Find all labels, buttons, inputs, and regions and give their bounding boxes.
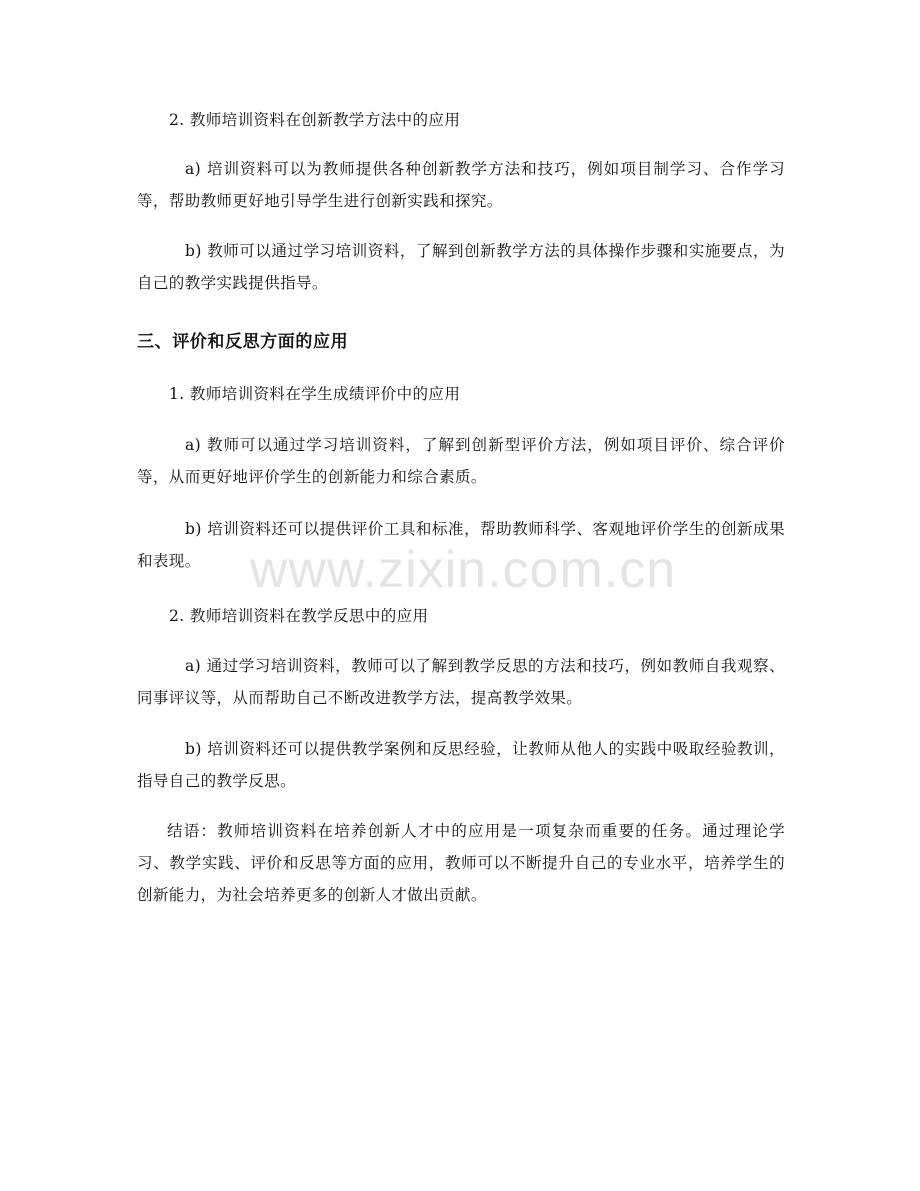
conclusion-paragraph: 结语：教师培训资料在培养创新人才中的应用是一项复杂而重要的任务。通过理论学习、教学实践、评价和反思等方面的应用，教师可以不断提升自己的专业水平，培养学生的创新能力，为社会培养更多的创新人才做出贡献。	[137, 822, 785, 904]
paragraph-reflection-b: b) 培训资料还可以提供教学案例和反思经验，让教师从他人的实践中吸取经验教训，指导自己的教学反思。	[137, 740, 785, 790]
paragraph-methods-b: b) 教师可以通过学习培训资料，了解到创新教学方法的具体操作步骤和实施要点，为自己的教学实践提供指导。	[137, 242, 785, 292]
paragraph-evaluation-b: b) 培训资料还可以提供评价工具和标准，帮助教师科学、客观地评价学生的创新成果和表现。	[137, 520, 785, 570]
watermark-text: www.zixin.com.cn	[249, 541, 677, 599]
paragraph-methods-a: a) 培训资料可以为教师提供各种创新教学方法和技巧，例如项目制学习、合作学习等，帮助教师更好地引导学生进行创新实践和探究。	[137, 160, 785, 210]
item-title-teaching-reflection: 2. 教师培训资料在教学反思中的应用	[169, 607, 429, 625]
paragraph-evaluation-a: a) 教师可以通过学习培训资料，了解到创新型评价方法，例如项目评价、综合评价等，从而更好地评价学生的创新能力和综合素质。	[137, 436, 785, 486]
item-title-innovative-methods: 2. 教师培训资料在创新教学方法中的应用	[169, 111, 461, 129]
item-title-student-evaluation: 1. 教师培训资料在学生成绩评价中的应用	[169, 385, 461, 403]
paragraph-reflection-a: a) 通过学习培训资料，教师可以了解到教学反思的方法和技巧，例如教师自我观察、同事评议等，从而帮助自己不断改进教学方法，提高教学效果。	[137, 657, 785, 707]
section-heading-evaluation: 三、评价和反思方面的应用	[137, 332, 349, 352]
